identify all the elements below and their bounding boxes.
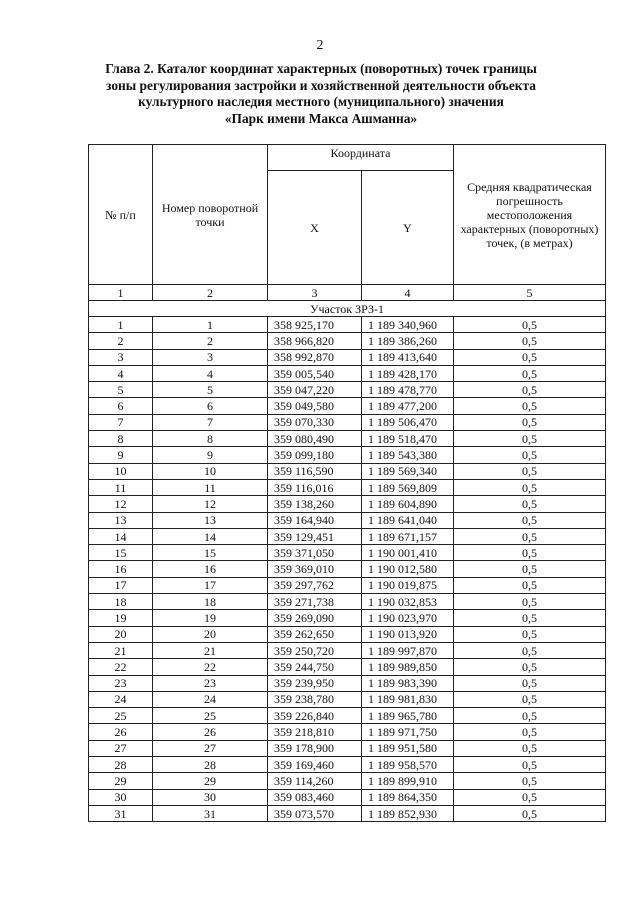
cell-x: 359 129,451	[268, 528, 362, 544]
cell-point: 4	[153, 365, 268, 381]
cell-error: 0,5	[454, 447, 606, 463]
cell-x: 359 114,260	[268, 773, 362, 789]
table-row	[89, 675, 606, 691]
cell-num: 21	[89, 642, 153, 658]
heading-line-4: «Парк имени Макса Ашманна»	[224, 110, 418, 126]
table-row	[89, 789, 606, 805]
table-body	[89, 301, 606, 822]
cell-y: 1 189 518,470	[362, 431, 454, 447]
cell-error: 0,5	[454, 675, 606, 691]
cell-y: 1 190 001,410	[362, 545, 454, 561]
table-row	[89, 528, 606, 544]
cell-x: 359 047,220	[268, 382, 362, 398]
cell-x: 359 099,180	[268, 447, 362, 463]
cell-y: 1 189 478,770	[362, 382, 454, 398]
cell-y: 1 189 989,850	[362, 659, 454, 675]
cell-point: 12	[153, 496, 268, 512]
cell-num: 5	[89, 382, 153, 398]
cell-error: 0,5	[454, 382, 606, 398]
cell-y: 1 189 386,260	[362, 333, 454, 349]
cell-point: 8	[153, 431, 268, 447]
cell-x: 359 297,762	[268, 577, 362, 593]
section-title: Участок ЗРЗ-1	[89, 301, 606, 317]
table-row	[89, 463, 606, 479]
cell-point: 24	[153, 691, 268, 707]
cell-point: 28	[153, 757, 268, 773]
table-row	[89, 773, 606, 789]
cell-point: 26	[153, 724, 268, 740]
coordinate-catalog-table	[88, 144, 606, 822]
cell-error: 0,5	[454, 398, 606, 414]
table-row	[89, 561, 606, 577]
cell-num: 16	[89, 561, 153, 577]
cell-point: 20	[153, 626, 268, 642]
cell-error: 0,5	[454, 414, 606, 430]
cell-point: 23	[153, 675, 268, 691]
table-row	[89, 382, 606, 398]
cell-x: 359 116,590	[268, 463, 362, 479]
cell-error: 0,5	[454, 333, 606, 349]
cell-point: 10	[153, 463, 268, 479]
table-row	[89, 577, 606, 593]
cell-point: 5	[153, 382, 268, 398]
cell-error: 0,5	[454, 805, 606, 821]
cell-y: 1 190 032,853	[362, 594, 454, 610]
cell-y: 1 190 012,580	[362, 561, 454, 577]
cell-error: 0,5	[454, 528, 606, 544]
cell-y: 1 189 965,780	[362, 708, 454, 724]
cell-error: 0,5	[454, 594, 606, 610]
table-row	[89, 626, 606, 642]
cell-num: 7	[89, 414, 153, 430]
column-number: 3	[268, 285, 362, 301]
table-row	[89, 659, 606, 675]
cell-y: 1 189 671,157	[362, 528, 454, 544]
cell-y: 1 189 477,200	[362, 398, 454, 414]
cell-y: 1 189 604,890	[362, 496, 454, 512]
cell-error: 0,5	[454, 577, 606, 593]
cell-y: 1 189 997,870	[362, 642, 454, 658]
cell-num: 3	[89, 349, 153, 365]
cell-num: 25	[89, 708, 153, 724]
table-row	[89, 479, 606, 495]
cell-error: 0,5	[454, 365, 606, 381]
table-row	[89, 496, 606, 512]
cell-num: 19	[89, 610, 153, 626]
table-row	[89, 642, 606, 658]
cell-num: 31	[89, 805, 153, 821]
cell-y: 1 190 013,920	[362, 626, 454, 642]
cell-error: 0,5	[454, 317, 606, 333]
cell-num: 20	[89, 626, 153, 642]
cell-num: 6	[89, 398, 153, 414]
cell-point: 11	[153, 479, 268, 495]
cell-num: 9	[89, 447, 153, 463]
table-row	[89, 610, 606, 626]
cell-point: 25	[153, 708, 268, 724]
table-row	[89, 349, 606, 365]
cell-y: 1 190 019,875	[362, 577, 454, 593]
cell-x: 359 269,090	[268, 610, 362, 626]
table-header	[89, 145, 606, 301]
table-row	[89, 545, 606, 561]
cell-error: 0,5	[454, 610, 606, 626]
cell-x: 359 250,720	[268, 642, 362, 658]
cell-x: 359 262,650	[268, 626, 362, 642]
cell-num: 18	[89, 594, 153, 610]
column-number: 5	[454, 285, 606, 301]
cell-y: 1 189 569,809	[362, 479, 454, 495]
cell-y: 1 189 641,040	[362, 512, 454, 528]
cell-y: 1 189 983,390	[362, 675, 454, 691]
cell-point: 3	[153, 349, 268, 365]
cell-point: 30	[153, 789, 268, 805]
table-row	[89, 365, 606, 381]
cell-x: 359 238,780	[268, 691, 362, 707]
cell-error: 0,5	[454, 545, 606, 561]
table-row	[89, 740, 606, 756]
cell-num: 8	[89, 431, 153, 447]
cell-error: 0,5	[454, 757, 606, 773]
cell-y: 1 189 506,470	[362, 414, 454, 430]
cell-num: 14	[89, 528, 153, 544]
cell-num: 30	[89, 789, 153, 805]
table-row	[89, 691, 606, 707]
column-number: 2	[153, 285, 268, 301]
cell-x: 359 164,940	[268, 512, 362, 528]
cell-point: 22	[153, 659, 268, 675]
cell-x: 358 966,820	[268, 333, 362, 349]
cell-y: 1 189 428,170	[362, 365, 454, 381]
cell-x: 359 138,260	[268, 496, 362, 512]
cell-error: 0,5	[454, 349, 606, 365]
page-number: 2	[316, 38, 324, 53]
cell-x: 359 244,750	[268, 659, 362, 675]
table-row	[89, 805, 606, 821]
cell-point: 19	[153, 610, 268, 626]
cell-y: 1 189 413,640	[362, 349, 454, 365]
cell-point: 15	[153, 545, 268, 561]
document-heading	[60, 61, 582, 127]
cell-y: 1 189 852,930	[362, 805, 454, 821]
cell-x: 359 226,840	[268, 708, 362, 724]
cell-point: 9	[153, 447, 268, 463]
cell-y: 1 189 340,960	[362, 317, 454, 333]
cell-point: 16	[153, 561, 268, 577]
cell-num: 29	[89, 773, 153, 789]
table-row	[89, 398, 606, 414]
cell-x: 359 178,900	[268, 740, 362, 756]
cell-y: 1 189 569,340	[362, 463, 454, 479]
cell-error: 0,5	[454, 496, 606, 512]
cell-x: 359 371,050	[268, 545, 362, 561]
heading-line-3: культурного наследия местного (муниципального) значения	[138, 94, 504, 109]
cell-point: 6	[153, 398, 268, 414]
cell-num: 22	[89, 659, 153, 675]
table-row	[89, 594, 606, 610]
table-row	[89, 431, 606, 447]
cell-error: 0,5	[454, 431, 606, 447]
cell-point: 2	[153, 333, 268, 349]
cell-point: 17	[153, 577, 268, 593]
header-x: X	[268, 171, 362, 285]
cell-x: 359 239,950	[268, 675, 362, 691]
cell-x: 359 218,810	[268, 724, 362, 740]
cell-num: 11	[89, 479, 153, 495]
cell-error: 0,5	[454, 789, 606, 805]
cell-error: 0,5	[454, 691, 606, 707]
cell-x: 359 049,580	[268, 398, 362, 414]
cell-point: 29	[153, 773, 268, 789]
cell-num: 17	[89, 577, 153, 593]
cell-num: 26	[89, 724, 153, 740]
table-row	[89, 447, 606, 463]
table-row	[89, 512, 606, 528]
section-row	[89, 301, 606, 317]
cell-num: 28	[89, 757, 153, 773]
cell-num: 12	[89, 496, 153, 512]
cell-error: 0,5	[454, 512, 606, 528]
table-row	[89, 317, 606, 333]
cell-error: 0,5	[454, 463, 606, 479]
cell-y: 1 189 543,380	[362, 447, 454, 463]
column-number: 4	[362, 285, 454, 301]
cell-x: 359 271,738	[268, 594, 362, 610]
cell-num: 4	[89, 365, 153, 381]
cell-y: 1 189 958,570	[362, 757, 454, 773]
cell-error: 0,5	[454, 724, 606, 740]
cell-y: 1 189 971,750	[362, 724, 454, 740]
cell-point: 31	[153, 805, 268, 821]
header-point-number: Номер поворотной точки	[153, 145, 268, 285]
cell-point: 21	[153, 642, 268, 658]
cell-point: 18	[153, 594, 268, 610]
cell-error: 0,5	[454, 773, 606, 789]
cell-error: 0,5	[454, 479, 606, 495]
column-number: 1	[89, 285, 153, 301]
table-row	[89, 757, 606, 773]
header-error: Средняя квадратическая погрешность местоположения характерных (поворотных) точек, (в метрах)	[454, 145, 606, 285]
column-number-row	[89, 285, 606, 301]
cell-num: 15	[89, 545, 153, 561]
cell-point: 13	[153, 512, 268, 528]
header-y: Y	[362, 171, 454, 285]
table-row	[89, 414, 606, 430]
table-row	[89, 333, 606, 349]
cell-x: 358 925,170	[268, 317, 362, 333]
cell-error: 0,5	[454, 708, 606, 724]
cell-y: 1 189 899,910	[362, 773, 454, 789]
cell-y: 1 189 981,830	[362, 691, 454, 707]
cell-error: 0,5	[454, 626, 606, 642]
cell-x: 359 005,540	[268, 365, 362, 381]
heading-line-1: Глава 2. Каталог координат характерных (поворотных) точек границы	[105, 61, 537, 76]
header-num: № п/п	[89, 145, 153, 285]
cell-y: 1 190 023,970	[362, 610, 454, 626]
cell-point: 27	[153, 740, 268, 756]
cell-num: 13	[89, 512, 153, 528]
cell-error: 0,5	[454, 659, 606, 675]
cell-num: 10	[89, 463, 153, 479]
cell-x: 359 083,460	[268, 789, 362, 805]
cell-y: 1 189 951,580	[362, 740, 454, 756]
table-row	[89, 708, 606, 724]
header-coordinate: Координата	[268, 145, 454, 171]
cell-num: 1	[89, 317, 153, 333]
cell-point: 14	[153, 528, 268, 544]
cell-point: 7	[153, 414, 268, 430]
cell-x: 358 992,870	[268, 349, 362, 365]
cell-num: 24	[89, 691, 153, 707]
cell-error: 0,5	[454, 561, 606, 577]
table-row	[89, 724, 606, 740]
cell-x: 359 169,460	[268, 757, 362, 773]
cell-x: 359 073,570	[268, 805, 362, 821]
cell-x: 359 080,490	[268, 431, 362, 447]
cell-x: 359 369,010	[268, 561, 362, 577]
heading-line-2: зоны регулирования застройки и хозяйственной деятельности объекта	[106, 77, 536, 93]
cell-num: 27	[89, 740, 153, 756]
cell-y: 1 189 864,350	[362, 789, 454, 805]
cell-error: 0,5	[454, 642, 606, 658]
cell-error: 0,5	[454, 740, 606, 756]
cell-num: 23	[89, 675, 153, 691]
cell-x: 359 070,330	[268, 414, 362, 430]
cell-x: 359 116,016	[268, 479, 362, 495]
cell-num: 2	[89, 333, 153, 349]
cell-point: 1	[153, 317, 268, 333]
